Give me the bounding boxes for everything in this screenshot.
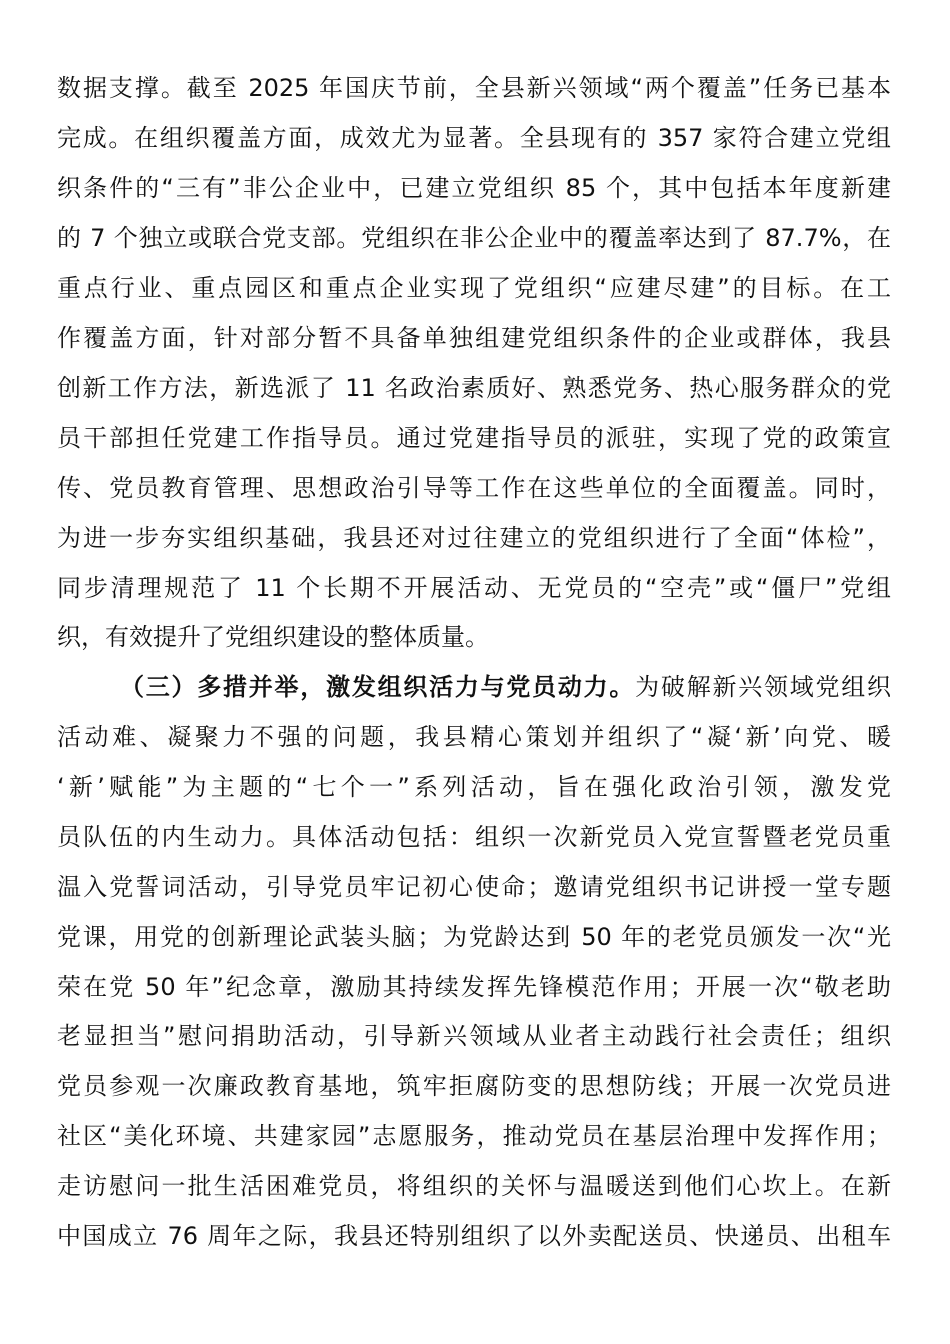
- paragraph-1-line-11: 同步清理规范了 11 个长期不开展活动、无党员的“空壳”或“僵尸”党组: [57, 574, 891, 602]
- paragraph-2-line-5: 温入党誓词活动，引导党员牢记初心使命；邀请党组织书记讲授一堂专题: [57, 873, 891, 901]
- paragraph-1-line-12: 织，有效提升了党组织建设的整体质量。: [57, 623, 489, 651]
- paragraph-1-line-3: 织条件的“三有”非公企业中，已建立党组织 85 个，其中包括本年度新建: [57, 174, 891, 202]
- paragraph-2-line-9: 党员参观一次廉政教育基地，筑牢拒腐防变的思想防线；开展一次党员进: [57, 1072, 891, 1100]
- paragraph-1-line-6: 作覆盖方面，针对部分暂不具备单独组建党组织条件的企业或群体，我县: [57, 324, 891, 352]
- paragraph-2-line-10: 社区“美化环境、共建家园”志愿服务，推动党员在基层治理中发挥作用；: [57, 1122, 891, 1150]
- paragraph-1-line-7: 创新工作方法，新选派了 11 名政治素质好、熟悉党务、热心服务群众的党: [57, 374, 891, 402]
- paragraph-2-first-line-text: 为破解新兴领域党组织: [635, 673, 891, 701]
- paragraph-1-line-2: 完成。在组织覆盖方面，成效尤为显著。全县现有的 357 家符合建立党组: [57, 124, 891, 152]
- paragraph-1-line-1: 数据支撑。截至 2025 年国庆节前，全县新兴领域“两个覆盖”任务已基本: [57, 74, 891, 102]
- paragraph-2-first-line: [120, 667, 891, 707]
- paragraph-2-line-3: ‘新’赋能”为主题的“七个一”系列活动，旨在强化政治引领，激发党: [57, 773, 891, 801]
- paragraph-2-line-12: 中国成立 76 周年之际，我县还特别组织了以外卖配送员、快递员、出租车: [57, 1222, 891, 1250]
- paragraph-2-line-11: 走访慰问一批生活困难党员，将组织的关怀与温暖送到他们心坎上。在新: [57, 1172, 891, 1200]
- paragraph-2-line-7: 荣在党 50 年”纪念章，激励其持续发挥先锋模范作用；开展一次“敬老助: [57, 973, 891, 1001]
- paragraph-1-line-8: 员干部担任党建工作指导员。通过党建指导员的派驻，实现了党的政策宣: [57, 424, 891, 452]
- paragraph-1-line-10: 为进一步夯实组织基础，我县还对过往建立的党组织进行了全面“体检”，: [57, 524, 891, 552]
- paragraph-1-line-5: 重点行业、重点园区和重点企业实现了党组织“应建尽建”的目标。在工: [57, 274, 891, 302]
- paragraph-2-line-8: 老显担当”慰问捐助活动，引导新兴领域从业者主动践行社会责任；组织: [57, 1022, 891, 1050]
- paragraph-2-line-6: 党课，用党的创新理论武装头脑；为党龄达到 50 年的老党员颁发一次“光: [57, 923, 891, 951]
- paragraph-2-line-4: 员队伍的内生动力。具体活动包括：组织一次新党员入党宣誓暨老党员重: [57, 823, 891, 851]
- section-heading: （三）多措并举，激发组织活力与党员动力。: [120, 673, 636, 701]
- paragraph-1-line-4: 的 7 个独立或联合党支部。党组织在非公企业中的覆盖率达到了 87.7%，在: [57, 224, 891, 252]
- paragraph-2-line-2: 活动难、凝聚力不强的问题，我县精心策划并组织了“凝‘新’向党、暖: [57, 723, 891, 751]
- paragraph-1-line-9: 传、党员教育管理、思想政治引导等工作在这些单位的全面覆盖。同时，: [57, 474, 891, 502]
